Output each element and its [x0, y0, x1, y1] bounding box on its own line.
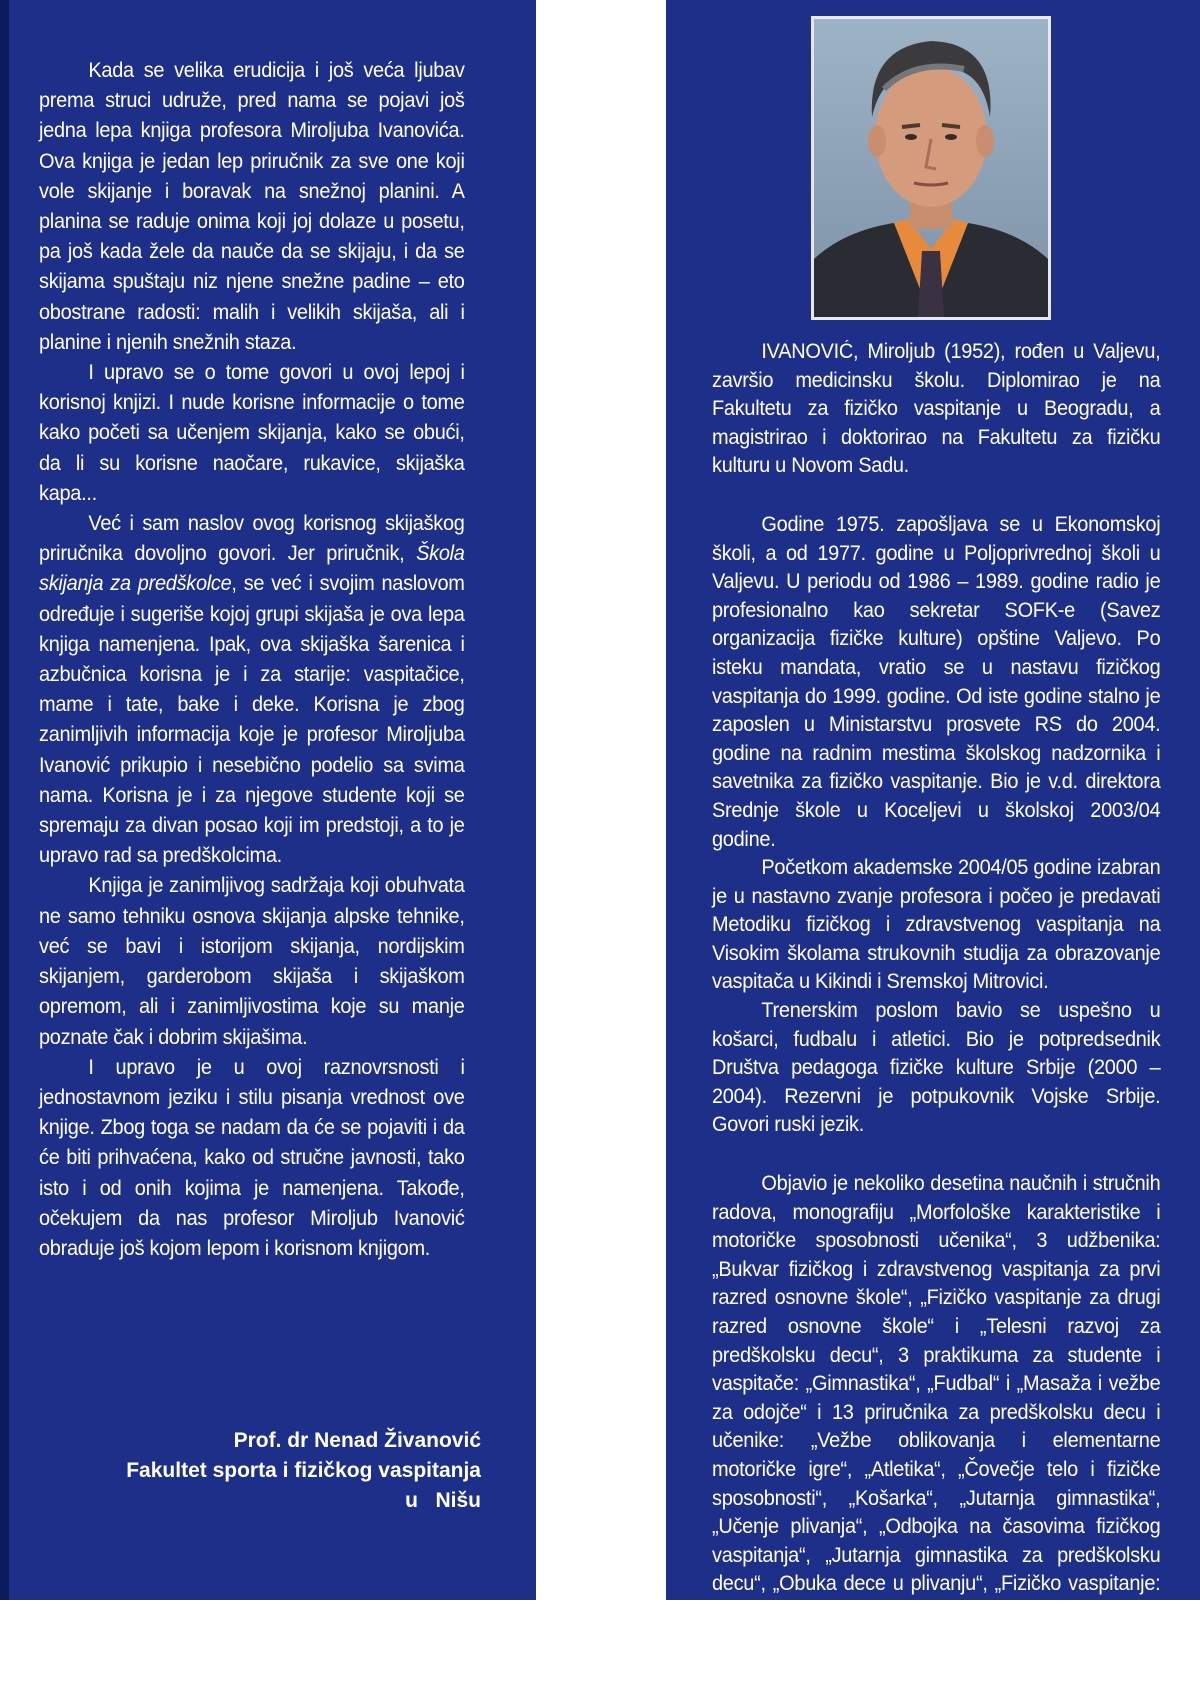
biography-paragraph: Godine 1975. zapošljava se u Ekonomskoj školi, a od 1977. godine u Poljoprivrednoj školi u Valjevu. U periodu od 1986 – 1989. godine radio je profesionalno kao sekretar SOFK-e (Savez organizacija fizičke kulture) opštine Valjevo. Po isteku mandata, vratio se u nastavu fizičkog vaspitanja do 1999. godine. Od iste godine stalno je zaposlen u Ministarstvu prosvete RS do 2004. godine na radnim mestima školskog nadzornika i savetnika za fizičko vaspitanje. Bio je v.d. direktora Srednje škole u Koceljevi u školskoj 2003/04 godine.	[712, 512, 1161, 851]
foreword-signature	[69, 1426, 481, 1516]
signature-institution: Fakultet sporta i fizičkog vaspitanja	[126, 1459, 481, 1482]
foreword-paragraph: I upravo se o tome govori u ovoj lepoj i korisnoj knjizi. I nude korisne informacije o tome kako početi sa učenjem skijanja, kako se obući, da li su korisne naočare, rukavice, skijaška kapa...	[39, 361, 465, 505]
biography-paragraph: Početkom akademske 2004/05 godine izabran je u nastavno zvanje profesora i počeo je predavati Metodiku fizičkog i zdravstvenog vaspitanja na Visokim školama strukovnih studija za obrazovanje vaspitača u Kikindi i Sremskoj Mitrovici.	[712, 856, 1161, 994]
foreword-paragraph: I upravo je u ovoj raznovrsnosti i jednostavnom jeziku i stilu pisanja vrednost ove knjige. Zbog toga se nadam da će se pojaviti i da će biti prihvaćena, kako od stručne javnosti, tako isto i od onih kojima je namenjena. Takođe, očekujem da nas profesor Miroljub Ivanović obraduje još kojom lepom i korisnom knjigom.	[39, 1055, 465, 1260]
foreword-text-run: Korisna je zbog zanimljivih informacija koje je profesor Miroljuba Ivanović prikupio i nesebično podelio sa svima nama. Korisna je i za njegove studente koji se spremaju za divan posao koji im predstoji, a to je upravo rad sa predškolcima.	[39, 693, 465, 868]
biography-paragraph: Objavio je nekoliko desetina naučnih i stručnih radova, monografiju „Morfološke karakteristike i motoričke sposobnosti učenika“, 3 udžbenika: „Bukvar fizičkog i zdravstvenog vaspitanja za prvi razred osnovne škole“, „Fizičko vaspitanje za drugi razred osnovne škole“ i „Telesni razvoj za predškolsku decu“, 3 praktikuma za studente i vaspitače: „Gimnastika“, „Fudbal“ i „Masaža i vežbe za odojče“ i 13 priručnika za predškolsku decu i učenike: „Vežbe oblikovanja i elementarne motoričke igre“, „Atletika“, „Čovečje telo i fizičke sposobnosti“, „Košarka“, „Jutarnja gimnastika“, „Učenje plivanja“, „Odbojka na časovima fizičkog vaspitanja“, „Jutarnja gimnastika za predškolsku decu“, „Obuka dece u plivanju“, „Fizičko vaspitanje: metodika - uzrast od 3 do 4 godine“, „Telesne vežbe i pokretne igre“, „Sportski bukvar“ i „Ravna stopala kod dece“.	[712, 1172, 1161, 1682]
foreword-text-run: , se već i svojim naslovom određuje i sugeriše kojoj grupi skijaša je ova lepa knjiga namenjena. Ipak, ova skijaška šarenica i azbučnica korisna je i za starije: vaspitačice, mame i tate, bake i deke.	[39, 572, 465, 717]
back-cover-left-flap	[0, 0, 536, 1600]
back-cover-right-flap	[666, 0, 1200, 1682]
foreword-text-run: Već i sam naslov ovog korisnog skijaškog priručnika dovoljno govori. Jer priručnik,	[39, 512, 465, 566]
foreword-paragraph: Knjiga je zanimljivog sadržaja koji obuhvata ne samo tehniku osnova skijanja alpske tehnike, već se bavi i istorijom skijanja, nordijskim skijanjem, garderobom skijaša i skijaškom opremom, ali i zanimljivostima koje su manje poznate čak i dobrim skijašima.	[39, 874, 465, 1049]
foreword-paragraph	[39, 509, 465, 871]
biography-paragraph: IVANOVIĆ, Miroljub (1952), rođen u Valjevu, završio medicinsku školu. Diplomirao je na Fakultetu za fizičko vaspitanje u Beogradu, a magistrirao i doktorirao na Fakultetu za fizičku kulturu u Novom Sadu.	[712, 340, 1161, 478]
signature-city: u Nišu	[405, 1489, 481, 1512]
foreword-paragraph: Kada se velika erudicija i još veća ljubav prema struci udruže, pred nama se pojavi još jedna lepa knjiga profesora Miroljuba Ivanovića. Ova knjiga je jedan lep priručnik za sve one koji vole skijanje i boravak na snežnoj planini. A planina se raduje onima koji joj dolaze u posetu, pa još kada žele da nauče da se skijaju, i da se skijama spuštaju niz njene snežne padine – eto obostrane radosti: malih i velikih skijaša, ali i planine i njenih snežnih staza.	[39, 59, 465, 354]
author-portrait-photo	[811, 16, 1051, 320]
book-title-italic: Škola skijanja za predškolce	[39, 542, 465, 596]
author-biography-text	[712, 338, 1160, 1685]
foreword-text	[39, 56, 465, 1264]
author-portrait-illustration	[814, 19, 1048, 317]
biography-paragraph: Trenerskim poslom bavio se uspešno u košarci, fudbalu i atletici. Bio je potpredsednik Društva pedagoga fizičke kulture Srbije (2000 – 2004). Rezervni je potpukovnik Vojske Srbije. Govori ruski jezik.	[712, 999, 1161, 1137]
signature-name: Prof. dr Nenad Živanović	[233, 1429, 481, 1452]
